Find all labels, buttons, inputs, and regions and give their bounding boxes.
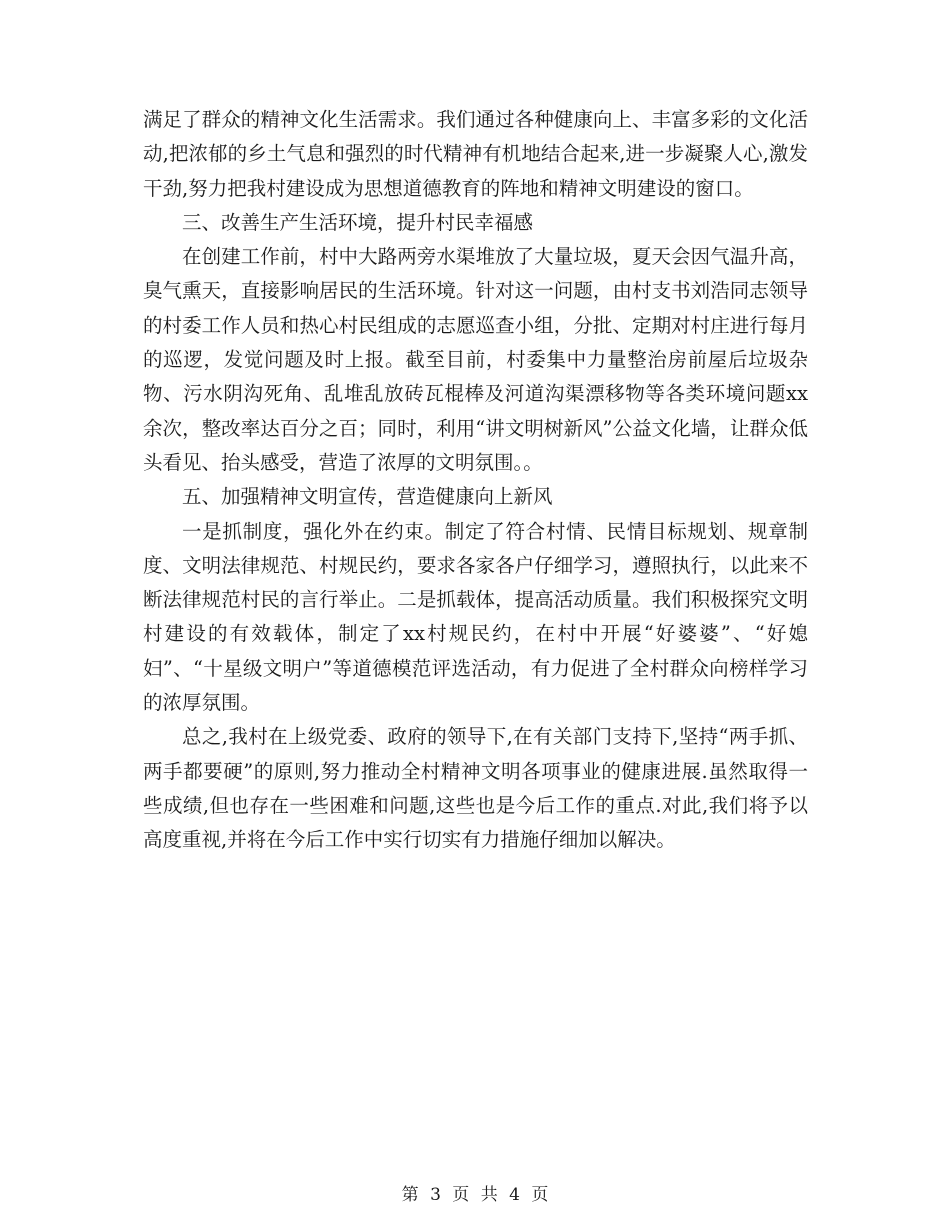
page-number-footer: 第 3 页 共 4 页 [401, 1185, 549, 1205]
paragraph-environment: 在创建工作前，村中大路两旁水渠堆放了大量垃圾，夏天会因气温升高，臭气熏天，直接影响居民的生活环境。针对这一问题，由村支书刘浩同志领导的村委工作人员和热心村民组成的志愿巡查小组，分批、定期对村庄进行每月的巡逻，发觉问题及时上报。截至目前，村委集中力量整治房前屋后垃圾杂物、污水阴沟死角、乱堆乱放砖瓦棍棒及河道沟渠漂移物等各类环境问题xx余次，整改率达百分之百；同时，利用“讲文明树新风”公益文化墙，让群众低头看见、抬头感受，营造了浓厚的文明氛围。。 [143, 245, 808, 474]
section-heading-three: 三、改善生产生活环境，提升村民幸福感 [182, 210, 534, 234]
paragraph-conclusion: 总之,我村在上级党委、政府的领导下,在有关部门支持下,坚持“两手抓、两手都要硬”的原则,努力推动全村精神文明各项事业的健康进展.虽然取得一些成绩,但也存在一些困难和问题,这些也是今后工作的重点.对此,我们将予以高度重视,并将在今后工作中实行切实有力措施仔细加以解决。 [143, 725, 808, 852]
paragraph-publicity: 一是抓制度，强化外在约束。制定了符合村情、民情目标规划、规章制度、文明法律规范、村规民约，要求各家各户仔细学习，遵照执行，以此来不断法律规范村民的言行举止。二是抓载体，提高活动质量。我们积极探究文明村建设的有效载体，制定了xx村规民约，在村中开展“好婆婆”、“好媳妇”、“十星级文明户”等道德模范评选活动，有力促进了全村群众向榜样学习的浓厚氛围。 [143, 519, 808, 715]
section-heading-five: 五、加强精神文明宣传，营造健康向上新风 [182, 485, 553, 509]
document-body [143, 103, 808, 858]
paragraph-continued: 满足了群众的精神文化生活需求。我们通过各种健康向上、丰富多彩的文化活动,把浓郁的乡土气息和强烈的时代精神有机地结合起来,进一步凝聚人心,激发干劲,努力把我村建设成为思想道德教育的阵地和精神文明建设的窗口。 [143, 108, 808, 200]
